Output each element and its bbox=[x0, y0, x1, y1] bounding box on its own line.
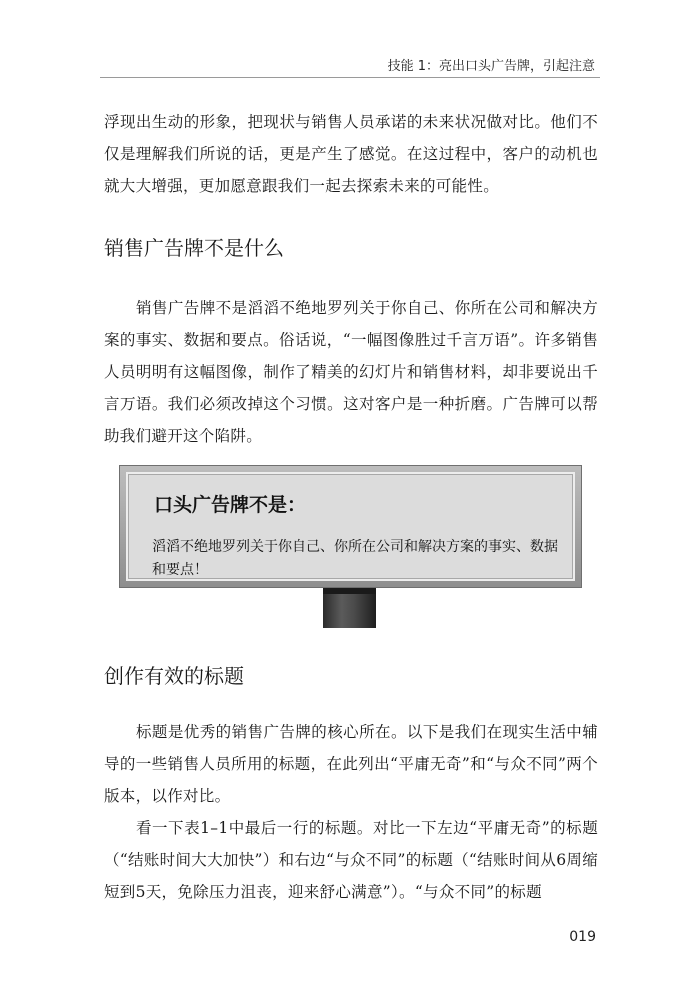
paragraph-continued: 浮现出生动的形象，把现状与销售人员承诺的未来状况做对比。他们不仅是理解我们所说的话，更是产生了感觉。在这过程中，客户的动机也就大大增强，更加愿意跟我们一起去探索未来的可能性。 bbox=[104, 113, 598, 195]
billboard-text: 滔滔不绝地罗列关于你自己、你所在公司和解决方案的事实、数据和要点！ bbox=[152, 539, 558, 578]
paragraph-headlines-intro: 标题是优秀的销售广告牌的核心所在。以下是我们在现实生活中辅导的一些销售人员所用的标题，在此列出“平庸无奇”和“与众不同”两个版本，以作对比。 bbox=[104, 723, 598, 805]
billboard-face bbox=[126, 472, 575, 581]
running-head: 技能 1：亮出口头广告牌，引起注意 bbox=[387, 59, 595, 74]
section-heading-billboard-not: 销售广告牌不是什么 bbox=[104, 236, 284, 260]
section-heading-headlines: 创作有效的标题 bbox=[104, 664, 244, 688]
paragraph-table-compare: 看一下表1–1中最后一行的标题。对比一下左边“平庸无奇”的标题（“结账时间大大加快”）和右边“与众不同”的标题（“结账时间从6周缩短到5天，免除压力沮丧，迎来舒心满意”）。“与众不同”的标题 bbox=[104, 819, 598, 901]
paragraph-billboard-not: 销售广告牌不是滔滔不绝地罗列关于你自己、你所在公司和解决方案的事实、数据和要点。俗话说，“一幅图像胜过千言万语”。许多销售人员明明有这幅图像，制作了精美的幻灯片和销售材料，却非要说出千言万语。我们必须改掉这个习惯。这对客户是一种折磨。广告牌可以帮助我们避开这个陷阱。 bbox=[104, 299, 598, 445]
header-rule bbox=[100, 77, 600, 78]
billboard-title: 口头广告牌不是： bbox=[154, 494, 307, 516]
billboard-panel bbox=[119, 465, 582, 588]
page-number: 019 bbox=[569, 929, 596, 945]
billboard-post bbox=[323, 588, 376, 628]
